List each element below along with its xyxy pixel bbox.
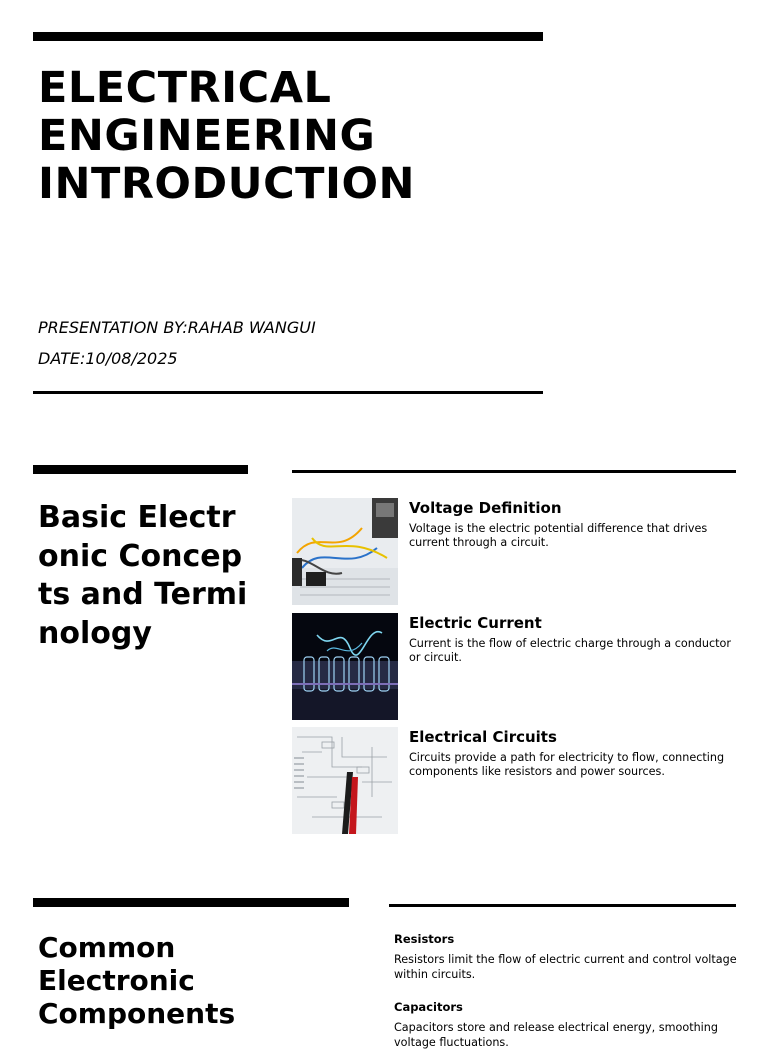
component-desc: Resistors limit the flow of electric current and control voltage within circuits. [394,953,737,981]
concept-desc: Voltage is the electric potential difference that drives current through a circuit. [409,522,708,549]
page-title: ELECTRICAL ENGINEERING INTRODUCTION [38,63,416,209]
section1-thin-rule [292,470,736,473]
section1-thick-rule [33,465,248,474]
component-item-capacitors [394,1000,739,1050]
concept-item-current [292,613,737,720]
component-title: Capacitors [394,1000,463,1014]
section2-thick-rule [33,898,349,907]
current-flow-photo [292,613,398,720]
component-desc: Capacitors store and release electrical energy, smoothing voltage fluctuations. [394,1021,718,1049]
section1-title: Basic Electronic Concepts and Terminology [38,500,248,651]
component-title: Resistors [394,932,455,946]
concept-item-voltage [292,498,737,605]
breadboard-photo [292,498,398,605]
cover-bottom-rule [33,391,543,394]
schematic-photo [292,727,398,834]
presenter-line: PRESENTATION BY:RAHAB WANGUI [38,318,316,337]
concept-title: Voltage Definition [409,499,562,517]
concept-desc: Circuits provide a path for electricity to flow, connecting components like resistors and power sources. [409,751,725,778]
concept-title: Electric Current [409,614,542,632]
cover-top-rule [33,32,543,41]
concept-item-circuits [292,727,737,834]
section2-thin-rule [389,904,736,907]
date-line: DATE:10/08/2025 [38,349,178,368]
section2-title: Common Electronic Components [38,931,236,1030]
component-item-resistors [394,932,739,982]
concept-desc: Current is the flow of electric charge through a conductor or circuit. [409,637,731,664]
concept-title: Electrical Circuits [409,728,557,746]
